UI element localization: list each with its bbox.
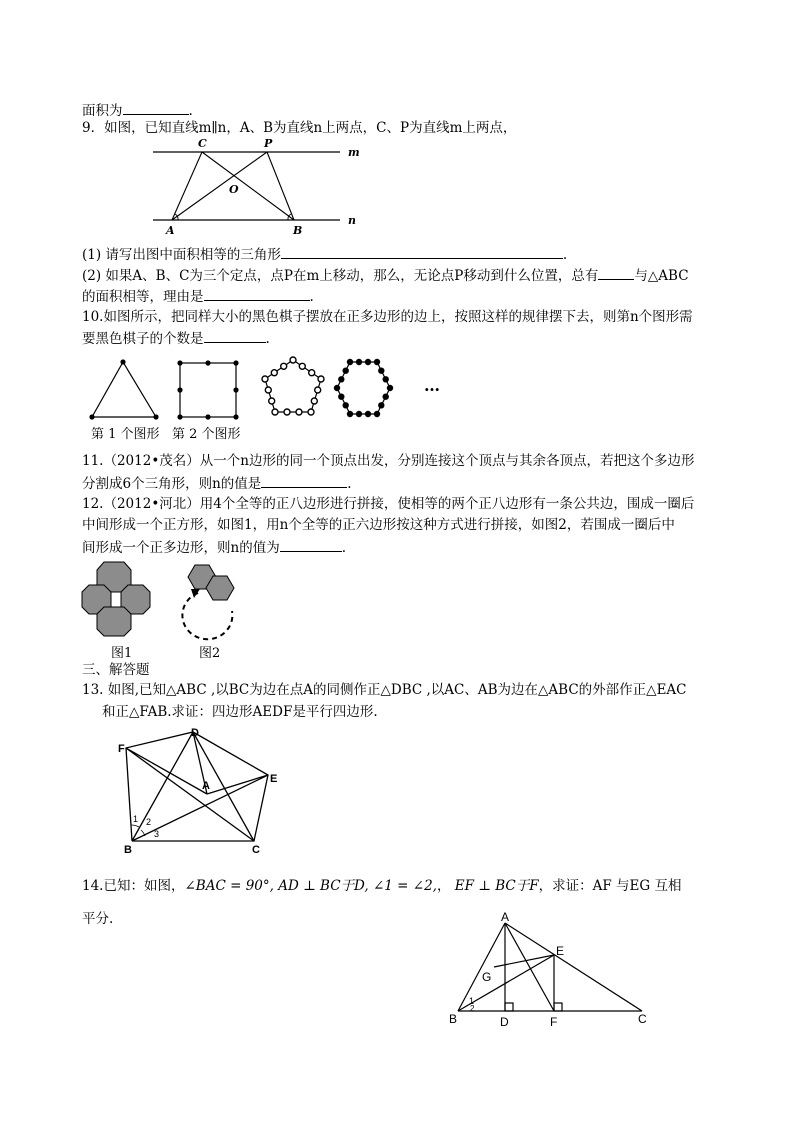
q11-end: .: [347, 476, 352, 492]
q13-figure: [112, 724, 302, 856]
section-3-heading: 三、解答题: [82, 662, 150, 678]
q10-line1: 10.如图所示，把同样大小的黑色棋子摆放在正多边形的边上，按照这样的规律摆下去，则第n个图形需: [82, 309, 693, 325]
q9-part2-line2: [82, 286, 314, 306]
q14-label-E: E: [556, 944, 565, 958]
q12-end: .: [341, 540, 346, 556]
q10-caption-1: 第 1 个图形: [91, 427, 160, 442]
q10-line2-text: 要黑色棋子的个数是: [82, 331, 204, 347]
q9-part2-reason: 的面积相等，理由是: [82, 289, 204, 305]
q10-end: .: [265, 331, 270, 347]
q12-answer-blank[interactable]: [280, 537, 342, 552]
q9-part2-end: .: [309, 289, 314, 305]
q9-part1: [82, 244, 567, 264]
q13-angle-1: 1: [133, 814, 139, 824]
q9-stem: 9．如图，已知直线m∥n，A、B为直线n上两点，C、P为直线m上两点，: [82, 120, 517, 136]
q14-label-C: C: [638, 1012, 647, 1026]
q14-formula-1: ∠BAC = 90°, AD ⊥ BC于D, ∠1 = ∠2,: [184, 878, 437, 894]
q9-label-A: A: [166, 224, 175, 237]
q9-label-O: O: [229, 183, 239, 196]
q13-line2: 和正△FAB.求证：四边形AEDF是平行四边形.: [102, 704, 378, 720]
q14-label-B: B: [449, 1012, 458, 1026]
q14-label-A: A: [501, 910, 510, 924]
q10-line2: [82, 328, 270, 348]
q9-figure: [150, 136, 370, 236]
q14-angle-1: 1: [469, 996, 475, 1006]
q10-caption-2: 第 2 个图形: [172, 427, 241, 442]
q9-part2-line1: [82, 265, 689, 285]
q10-answer-blank[interactable]: [204, 328, 266, 343]
q8-text: 面积为: [82, 103, 123, 119]
q14-angle-2: 2: [470, 1004, 475, 1013]
q12-arrow-icon: [191, 589, 200, 598]
q9-part2-blank1[interactable]: [598, 265, 634, 280]
q9-part2-blank2[interactable]: [204, 286, 310, 301]
q13-label-C: C: [252, 844, 260, 856]
q10-square: [177, 360, 238, 419]
q12-octagon-figure: [82, 562, 150, 636]
q12-line3-text: 间形成一个正多边形，则n的值为: [82, 540, 280, 556]
q13-angle-3: 3: [154, 829, 160, 839]
q9-label-B: B: [293, 224, 303, 237]
q14-line1: [82, 877, 681, 895]
q10-ellipsis: …: [424, 376, 440, 395]
q14-line2: 平分.: [82, 911, 114, 927]
q12-line3: [82, 537, 346, 557]
q12-line1: 12.（2012•河北）用4个全等的正八边形进行拼接，使相等的两个正八边形有一条公共边，围成一圈后: [82, 496, 695, 512]
q9-label-C: C: [198, 137, 207, 150]
q11-line2: [82, 473, 352, 493]
q8-tail: [82, 100, 193, 120]
q11-answer-blank[interactable]: [261, 473, 347, 488]
q9-label-m: m: [348, 146, 360, 159]
q14-label-G: G: [482, 970, 492, 984]
q13-line1: 13. 如图,已知△ABC ,以BC为边在点A的同侧作正△DBC ,以AC、AB为边在△ABC的外部作正△EAC: [82, 682, 687, 698]
q10-triangle: [89, 359, 158, 419]
q13-label-D: D: [191, 727, 199, 739]
q9-part1-blank[interactable]: [281, 244, 563, 259]
q9-part2-text: (2) 如果A、B、C为三个定点，点P在m上移动，那么，无论点P移动到什么位置，总有: [82, 268, 599, 284]
q9-label-n: n: [348, 214, 356, 227]
q8-end: .: [188, 103, 193, 119]
q9-part2-text-end: 与△ABC: [634, 268, 689, 284]
q13-angle-2: 2: [146, 817, 152, 827]
q9-part1-text: (1) 请写出图中面积相等的三角形: [82, 247, 281, 263]
q10-hexagon: [334, 359, 393, 417]
q9-part1-end: .: [562, 247, 568, 263]
q10-pentagon: [262, 357, 324, 415]
q14-label-F: F: [550, 1015, 558, 1029]
q14-text-b: ，: [436, 878, 451, 894]
q11-line2-text: 分割成6个三角形，则n的值是: [82, 476, 262, 492]
q12-line2: 中间形成一个正方形，如图1，用n个全等的正六边形按这种方式进行拼接，如图2，若围成一圈后中: [82, 517, 675, 533]
q14-text-c: ，求证：AF 与EG 互相: [538, 878, 682, 894]
q10-figure: [86, 354, 456, 426]
q12-caption-fig1: 图1: [111, 646, 133, 661]
q9-label-P: P: [264, 137, 273, 150]
q14-label-D: D: [500, 1015, 509, 1029]
q14-text-a: 14.已知：如图，: [82, 878, 185, 894]
q12-figures: [80, 561, 260, 641]
q13-label-F: F: [118, 743, 125, 755]
q8-answer-blank[interactable]: [123, 100, 189, 115]
q14-figure: [448, 910, 658, 1030]
q11-line1: 11.（2012•茂名）从一个n边形的同一个顶点出发，分别连接这个顶点与其余各顶点，若把这个多边形: [82, 453, 695, 469]
q13-label-A: A: [202, 780, 210, 792]
q13-label-B: B: [124, 844, 132, 856]
q14-formula-2: EF ⊥ BC于F: [454, 878, 539, 894]
q12-caption-fig2: 图2: [199, 646, 221, 661]
q13-label-E: E: [270, 773, 278, 785]
